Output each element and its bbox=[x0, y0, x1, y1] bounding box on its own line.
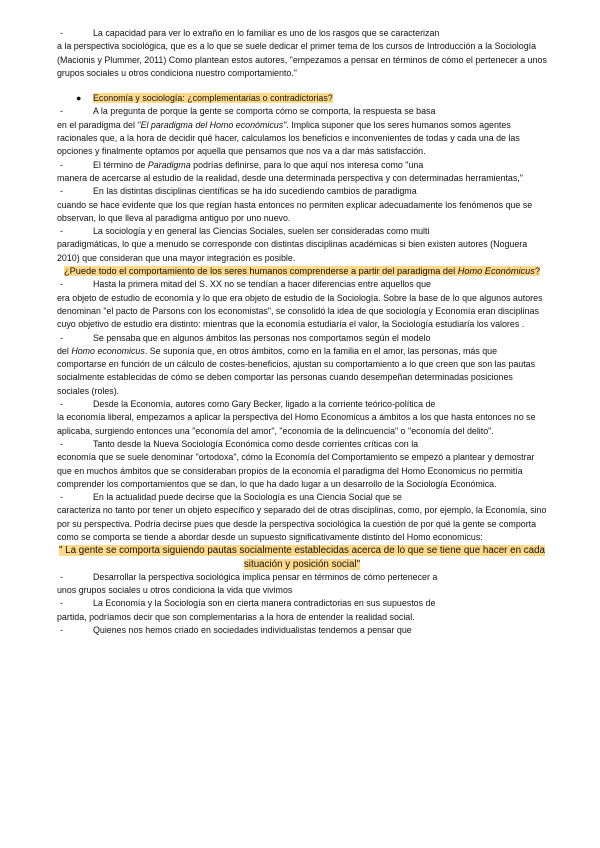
paragraph-1 bbox=[57, 27, 547, 80]
paragraph-11 bbox=[57, 571, 547, 598]
paragraph-first-line: La Economía y la Sociología son en cierta manera contradictorias en sus supuestos de bbox=[93, 598, 436, 609]
dash-marker: - bbox=[60, 399, 63, 410]
dash-marker: - bbox=[60, 598, 63, 609]
paragraph-3 bbox=[57, 159, 547, 186]
paragraph-text bbox=[57, 345, 547, 398]
paragraph-text: unos grupos sociales u otros condiciona la vida que vivimos bbox=[57, 585, 293, 596]
dash-marker: - bbox=[60, 186, 63, 197]
paragraph-4 bbox=[57, 185, 547, 225]
text-run: podrías definirse, para lo que aquí nos interesa como "una bbox=[190, 159, 424, 170]
paragraph-text: era objeto de estudio de economía y lo que era objeto de estudio de la Sociología. Sobre la base de lo que algunos autores denominan "el pacto de Parsons con los economistas", se consolidó la idea de que sociología y Economía eran disciplinas cuyo objetivo de estudio era distinto: mientras que la economía estudiaría el valor, la Sociología estudiaría los valores . bbox=[57, 292, 543, 330]
question-text bbox=[64, 266, 540, 276]
paragraph-first-line: La capacidad para ver lo extraño en lo familiar es uno de los rasgos que se caracterizan bbox=[93, 28, 440, 38]
paragraph-7 bbox=[57, 332, 547, 398]
paragraph-first-line: Hasta la primera mitad del S. XX no se tendían a hacer diferencias entre aquellos que bbox=[93, 279, 431, 290]
paragraph-text: caracteriza no tanto por tener un objeto específico y separado del de otras disciplinas, como, por ejemplo, la Economía, sino por su perspectiva. Podría decirse pues que desde la perspectiva sociológica la cuestión de por qué la gente se comporta como se comporta se tiende a abordar desde un supuesto significativamente distinto del Homo economicus: bbox=[57, 505, 547, 542]
question-heading bbox=[57, 265, 547, 278]
highlighted-quote bbox=[57, 544, 547, 571]
text-run: ¿Puede todo el comportamiento de los seres humanos comprenderse a partir del paradigma del bbox=[64, 266, 458, 277]
paragraph-text bbox=[57, 119, 547, 159]
paragraph-text: partida, podríamos decir que son complementarias a la hora de entender la realidad social. bbox=[57, 611, 415, 622]
text-run: . Se suponía que, en otros ámbitos, como en la familia en el amor, las personas, más que comportarse en función de un cálculo de costes-beneficios, ajustan su comportamiento a lo que creen que son las pautas socialmente establecidas de cómo se deben comportar las personas cuando desempeñan determinadas posiciones sociales (roles). bbox=[57, 345, 536, 396]
paragraph-first-line: A la pregunta de porque la gente se comporta cómo se comporta, la respuesta se basa bbox=[93, 106, 436, 117]
paragraph-10 bbox=[57, 491, 547, 544]
dash-marker: - bbox=[60, 279, 63, 290]
text-run: del bbox=[57, 345, 72, 356]
paragraph-first-line: En la actualidad puede decirse que la Sociología es una Ciencia Social que se bbox=[93, 492, 402, 503]
dash-marker: - bbox=[60, 28, 63, 38]
quote-text: " La gente se comporta siguiendo pautas socialmente establecidas acerca de lo que se tiene que hacer en cada situación y posición social" bbox=[58, 545, 546, 570]
spacer bbox=[57, 80, 547, 92]
paragraph-text: economía que se suele denominar "ortodoxa", cómo la Economía del Comportamiento se empezó a plantear y demostrar que en muchos ámbitos que se consideraban propios de la economía el paradigma del Homo Economicus no permitía comprender los comportamientos que se dan, lo que ha dado lugar a un desarrollo de la Sociología Económica. bbox=[57, 452, 535, 489]
paragraph-first-line: Quienes nos hemos criado en sociedades individualistas tendemos a pensar que bbox=[93, 625, 412, 636]
dash-marker: - bbox=[60, 438, 63, 449]
paragraph-text: a la perspectiva sociológica, que es a lo que se suele dedicar el primer tema de los cursos de Introducción a la Sociología (Macionis y Plummer, 2011) Como plantean estos autores, "empezamos a pensar en términos de cómo el pertenecer a unos grupos sociales u otros condiciona nuestro comportamiento." bbox=[57, 41, 547, 78]
paragraph-first-line: La sociología y en general las Ciencias Sociales, suelen ser consideradas como multi bbox=[93, 226, 430, 237]
paragraph-9 bbox=[57, 438, 547, 491]
dash-marker: - bbox=[60, 492, 63, 503]
section-heading bbox=[57, 92, 547, 105]
paragraph-first-line: Se pensaba que en algunos ámbitos las personas nos comportamos según el modelo bbox=[93, 332, 431, 343]
italic-term: Homo Económicus bbox=[457, 266, 535, 277]
paragraph-2 bbox=[57, 105, 547, 158]
paragraph-6 bbox=[57, 278, 547, 331]
dash-marker: - bbox=[60, 226, 63, 237]
bullet-marker: ● bbox=[76, 93, 82, 104]
paragraph-text: paradigmáticas, lo que a menudo se corresponde con distintas disciplinas académicas si bien existen autores (Noguera 2010) que consideran que una mayor integración es posible. bbox=[57, 239, 528, 263]
text-run: El término de bbox=[93, 159, 148, 170]
italic-term: Homo economicus bbox=[71, 345, 145, 356]
dash-marker: - bbox=[60, 332, 63, 343]
paragraph-text: manera de acercarse al estudio de la realidad, desde una determinada perspectiva y con determinadas herramientas," bbox=[57, 172, 523, 183]
text-run: en el paradigma del bbox=[57, 119, 138, 130]
paragraph-13 bbox=[57, 624, 547, 637]
dash-marker: - bbox=[60, 625, 63, 636]
paragraph-8 bbox=[57, 398, 547, 438]
paragraph-12 bbox=[57, 597, 547, 624]
dash-marker: - bbox=[60, 159, 63, 170]
dash-marker: - bbox=[60, 106, 63, 117]
italic-term: "El paradigma del Homo económicus" bbox=[137, 119, 287, 130]
paragraph-text: la economía liberal, empezamos a aplicar la perspectiva del Homo Economicus a ámbitos a los que hasta entonces no se aplicaba, surgiendo entonces una "economía del amor", "economía de la delincuencia" o "economía del delito". bbox=[57, 412, 536, 436]
paragraph-first-line: Desarrollar la perspectiva sociológica implica pensar en términos de cómo pertenecer a bbox=[93, 571, 438, 582]
text-run: . Implica suponer que los seres humanos somos agentes racionales que, a la hora de decidir qué hacer, calculamos los beneficios e inconvenientes de todas y cada una de las opciones y finalmente optamos por aquella que pensamos que nos va a dar más satisfacción. bbox=[57, 119, 520, 157]
paragraph-5 bbox=[57, 225, 547, 265]
paragraph-text: cuando se hace evidente que los que regían hasta entonces no permiten explicar adecuadamente los fenómenos que se observan, lo que lleva al paradigma antiguo por uno nuevo. bbox=[57, 199, 533, 223]
paragraph-first-line: En las distintas disciplinas científicas se ha ido sucediendo cambios de paradigma bbox=[93, 186, 417, 197]
text-run: ? bbox=[534, 266, 540, 277]
paragraph-first-line: Tanto desde la Nueva Sociología Económica como desde corrientes críticas con la bbox=[93, 438, 419, 449]
dash-marker: - bbox=[60, 571, 63, 582]
document-body bbox=[57, 27, 547, 637]
paragraph-first-line: Desde la Economía, autores como Gary Becker, ligado a la corriente teórico-política de bbox=[93, 399, 436, 410]
section-heading-text: Economía y sociología: ¿complementarias o contradictorias? bbox=[93, 93, 333, 104]
italic-term: Paradigma bbox=[147, 159, 191, 170]
